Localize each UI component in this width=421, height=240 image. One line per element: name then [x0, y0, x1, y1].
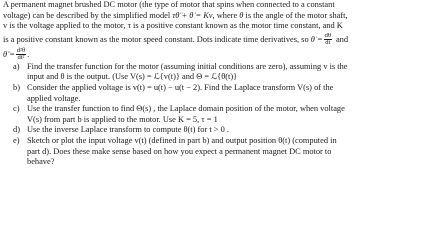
- dot-theta-symbol: θ̇ =: [310, 34, 323, 44]
- intro-line-2-text-b: , where: [212, 11, 240, 20]
- question-d: [3, 126, 418, 137]
- intro-line-4-text: is a positive constant known as the motor speed constant. Dots indicate time derivatives, so: [3, 34, 311, 44]
- question-label: a): [13, 61, 20, 71]
- question-c: [3, 105, 418, 126]
- theta-symbol: θ: [239, 11, 244, 20]
- question-label: d): [13, 125, 20, 135]
- ddot-theta-symbol: θ̈ =: [3, 49, 15, 59]
- question-line: V(s) from part b is applied to the motor. Use K = 5, τ = 1: [27, 115, 218, 124]
- dtheta-dt-fraction: [324, 33, 332, 47]
- question-label: b): [13, 82, 20, 92]
- question-line: Use the inverse Laplace transform to compute θ(t) for t > 0 .: [27, 126, 229, 135]
- intro-line-1: A permanent magnet brushed DC motor (the type of motor that spins when connected to a constant: [3, 1, 335, 9]
- d2theta-dt2-fraction: [16, 48, 26, 62]
- line-5-tail: .: [27, 49, 30, 59]
- intro-line-5: [3, 47, 418, 63]
- question-b: [3, 84, 418, 105]
- d2theta-numerator: d²θ: [16, 46, 26, 54]
- d2theta-denominator: dt²: [17, 54, 25, 62]
- intro-line-2: [3, 12, 418, 23]
- intro-line-3: v is the voltage applied to the motor, τ is a positive constant known as the motor time constant, and K: [3, 22, 343, 31]
- question-line: input and θ is the output. (Use V(s) = ℒ{v(t)} and Θ = ℒ{θ(t)}: [27, 73, 238, 82]
- question-line: Find the transfer function for the motor (assuming initial conditions are zero), assuming v is the: [27, 62, 348, 71]
- intro-line-2-text-c: is the angle of the motor shaft,: [243, 11, 348, 20]
- intro-line-2-text-a: voltage) can be described by the simplified model: [3, 11, 173, 20]
- and-word: and: [335, 34, 349, 44]
- question-line: Use the transfer function to find Θ(s) , the Laplace domain position of the motor, when voltage: [27, 105, 345, 114]
- intro-line-4: [3, 33, 418, 47]
- question-label: e): [13, 135, 20, 145]
- question-a: [3, 63, 418, 84]
- question-line: Sketch or plot the input voltage v(t) (defined in part b) and output position θ(t) (computed in: [27, 136, 337, 145]
- problem-document: [3, 1, 418, 169]
- model-equation: τθ̈ + θ̇ = Kv: [172, 11, 213, 20]
- question-list: [3, 63, 418, 169]
- question-line: applied voltage.: [27, 94, 81, 103]
- question-e: [3, 137, 418, 169]
- dtheta-denominator: dt: [325, 39, 331, 47]
- question-line: Consider the applied voltage is v(t) = u(t) − u(t − 2). Find the Laplace transform V(s) of the: [27, 83, 334, 92]
- question-label: c): [13, 104, 20, 114]
- question-line: part d). Does these make sense based on how you expect a permanent magnet DC motor to: [27, 147, 332, 156]
- question-line: behave?: [27, 158, 55, 167]
- dtheta-numerator: dθ: [324, 32, 331, 39]
